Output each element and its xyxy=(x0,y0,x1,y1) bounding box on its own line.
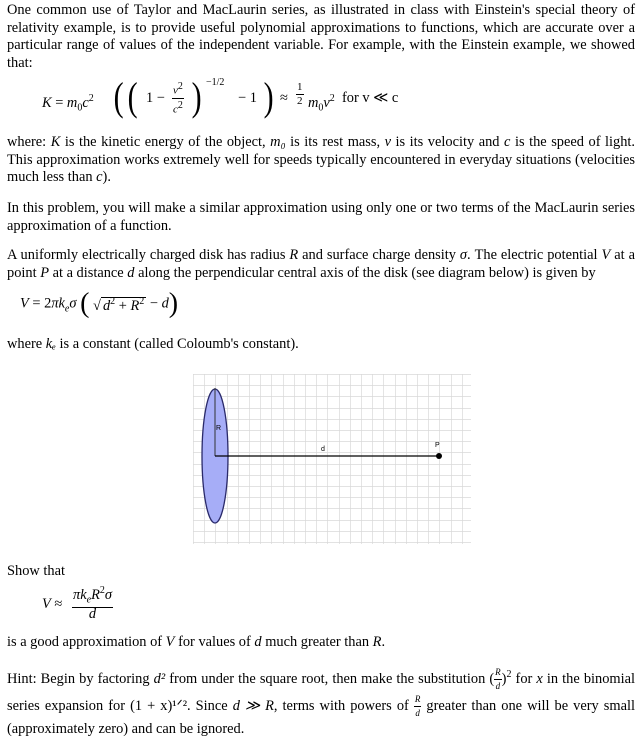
intro-paragraph: One common use of Taylor and MacLaurin series, as illustrated in class with Einstein's special theory of relativity example, is to provide useful polynomial approximations to functions, which are accurate over a particular range of values of the independent variable. For example, with the Einstein example, we showed that: xyxy=(7,2,635,71)
problem-intro-paragraph: In this problem, you will make a similar approximation using only one or two terms of the MacLaurin series approximation of a function. xyxy=(7,200,635,234)
einstein-condition: for v ≪ c xyxy=(342,90,399,106)
hint-paragraph: Hint: Begin by factoring d² from under the square root, then make the substitution ( $\frac{R}{d}$ )$^2$ for x in the binomial series expansion for (1 + x)¹ᐟ². Since d ≫ R, terms with powers of $\frac{R}{d}$ greater than one will be very small (approximately zero) and can be ignored. xyxy=(7,667,635,737)
einstein-equation: $K = m_0c^2$ ( ( 1 − $\frac{v^2}{c^2}$ ) −1/2 − 1 ) ≈ $\frac{1}{2}$ $m_0v^2$ for v ≪ c xyxy=(42,74,399,119)
potential-equation: $V = 2\pi k_e\sigma$ ( √ $d^2 + R^2 - d$) xyxy=(20,288,179,320)
where-paragraph: where: K is the kinetic energy of the object, m₀ is its rest mass, v is its velocity and c is the speed of light. This approximation works extremely well for speeds typically encountered in everyday situations (velocities much less than c). xyxy=(7,134,636,185)
disk-paragraph: A uniformly electrically charged disk has radius R and surface charge density σ. The electric potential V at a point P at a distance d along the perpendicular central axis of the disk (see diagram below) is given by xyxy=(7,247,635,281)
good-approximation-paragraph: is a good approximation of V for values of d much greater than R. xyxy=(7,634,386,650)
disk-diagram xyxy=(193,374,471,544)
constant-paragraph: where kₑ is a constant (called Coloumb's constant). xyxy=(7,336,299,352)
point-p xyxy=(436,453,442,459)
radius-label: R xyxy=(216,425,222,432)
approximation-equation: V ≈ $\pi k_eR^2\sigma$ d xyxy=(42,585,112,622)
distance-label: d xyxy=(321,446,325,453)
point-label: P xyxy=(435,442,440,449)
show-that-label: Show that xyxy=(7,563,65,579)
